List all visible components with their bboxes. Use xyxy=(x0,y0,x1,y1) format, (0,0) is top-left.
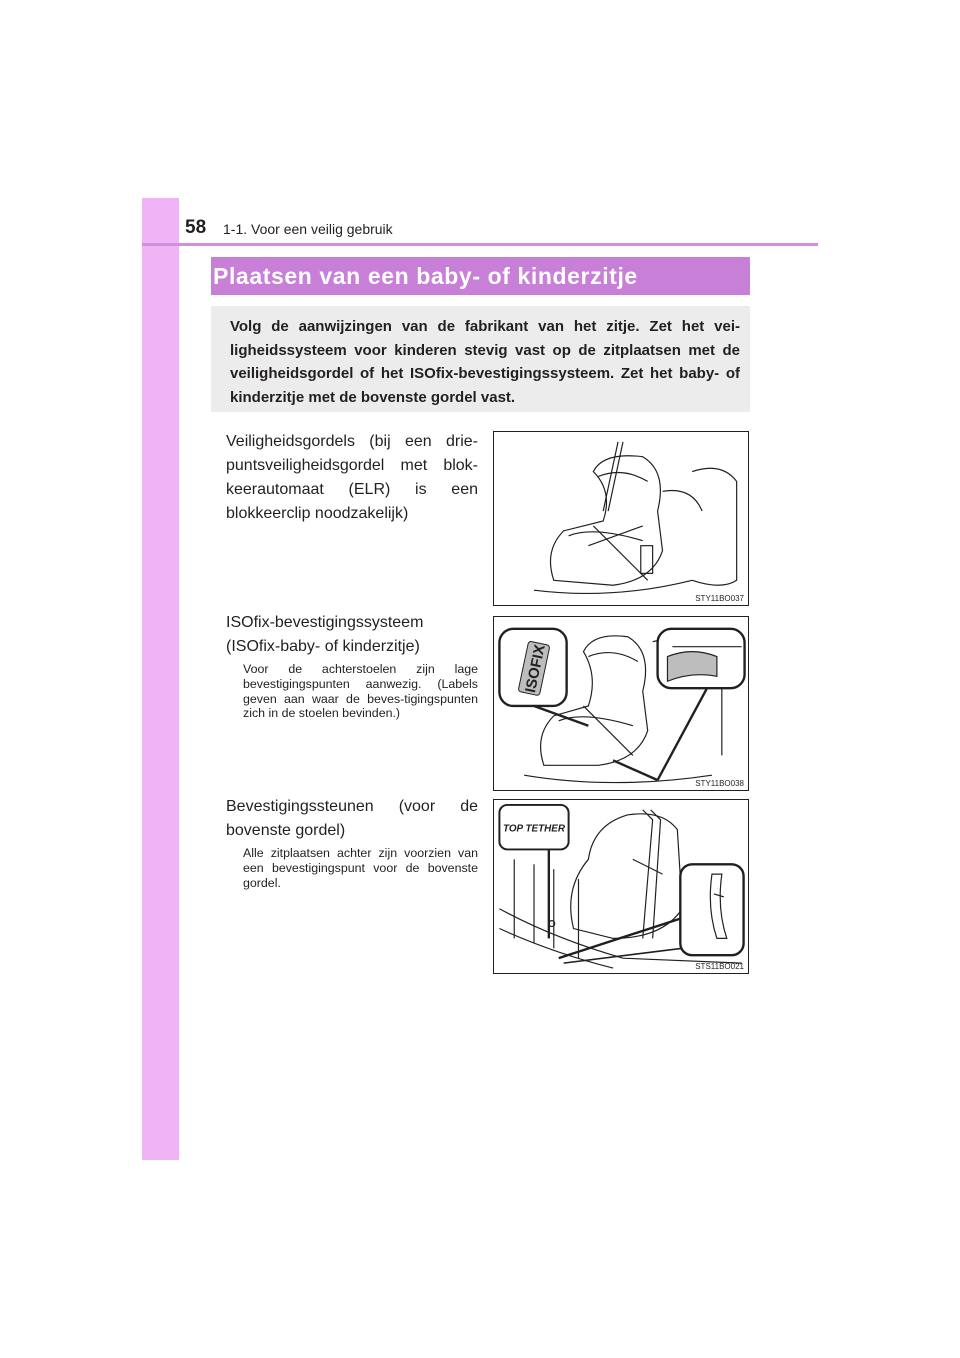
page-title: Plaatsen van een baby- of kinderzitje xyxy=(213,263,638,289)
page-number: 58 xyxy=(185,217,207,238)
figure-code: STY11BO038 xyxy=(695,779,744,788)
figure-top-tether xyxy=(493,799,749,974)
item-heading-seatbelts: Veiligheidsgordels (bij een drie-puntsveiligheidsgordel met blok-keerautomaat (ELR) is een blokkeerclip noodzakelijk) xyxy=(226,433,478,522)
item-heading-top-tether: Bevestigingssteunen (voor de bovenste gordel) xyxy=(226,798,478,839)
item-desc-isofix: Voor de achterstoelen zijn lage bevestigingspunten aanwezig. (Labels geven aan waar de beves-tigingspunten zich in de stoelen bevinden.) xyxy=(243,662,478,721)
section-title: 1-1. Voor een veilig gebruik xyxy=(223,221,393,237)
header-rule xyxy=(142,243,818,246)
figure-isofix xyxy=(493,616,749,791)
item-heading-isofix: ISOfix-bevestigingssysteem (ISOfix-baby- of kinderzitje) xyxy=(226,614,424,655)
child-seat-seatbelt-illustration xyxy=(494,432,748,605)
chapter-tab-bar xyxy=(142,198,179,1160)
figure-seatbelt-child-seat xyxy=(493,431,749,606)
isofix-illustration xyxy=(494,617,748,790)
top-tether-illustration xyxy=(494,800,748,973)
isofix-label: ISOFIX xyxy=(523,643,549,695)
figure-code: STS11BO021 xyxy=(695,962,744,971)
top-tether-label: TOP TETHER xyxy=(503,823,566,835)
intro-text: Volg de aanwijzingen van de fabrikant van het zitje. Zet het vei-ligheidssysteem voor kinderen stevig vast op de zitplaatsen met de veiligheidsgordel of het ISOfix-bevestigingssysteem. Zet het baby- of kinderzitje met de bovenste gordel vast. xyxy=(230,318,740,406)
figure-code: STY11BO037 xyxy=(695,594,744,603)
item-desc-top-tether: Alle zitplaatsen achter zijn voorzien van een bevestigingspunt voor de bovenste gordel. xyxy=(243,846,478,890)
